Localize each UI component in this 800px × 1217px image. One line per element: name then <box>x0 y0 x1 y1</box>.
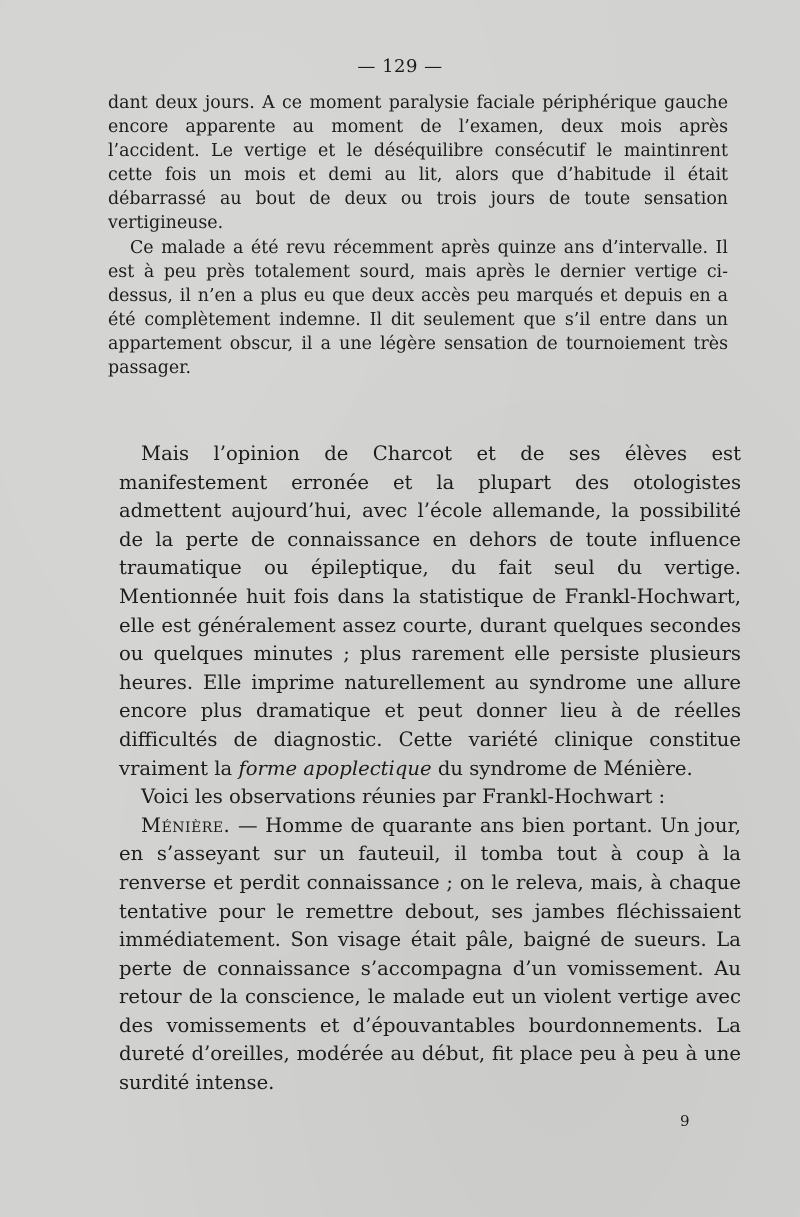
main-paragraph-2: Voici les observations réunies par Frankl-Hochwart : <box>141 785 666 809</box>
main-text-block <box>119 440 741 1098</box>
main-paragraph-1 <box>119 440 741 783</box>
main-paragraph-1-italic: forme apoplectique <box>238 756 432 780</box>
case-continuation-block <box>108 91 728 380</box>
signature-mark: 9 <box>680 1112 690 1130</box>
page-number: — 129 — <box>357 56 443 77</box>
observation-label: Ménière. <box>141 813 231 837</box>
observation-text: — Homme de quarante ans bien portant. Un jour, en s’asseyant sur un fauteuil, il tomba tout à coup à la renverse et perdit connaissance ; on le releva, mais, à chaque tentative pour le remettre debout, ses jambes fléchissaient immédiatement. Son visage était pâle, baigné de sueurs. La perte de connaissance s’accompagna d’un vomissement. Au retour de la conscience, le malade eut un violent vertige avec des vomissements et d’épouvantables bourdonnements. La dureté d’oreilles, modérée au début, fit place peu à peu à une surdité intense. <box>119 813 741 1095</box>
main-paragraph-1-text-b: du syndrome de Ménière. <box>431 756 693 780</box>
main-paragraph-1-text-a: Mais l’opinion de Charcot et de ses élèves est manifestement erronée et la plupart des otologistes admettent aujourd’hui, avec l’école allemande, la possibilité de la perte de connaissance en dehors de toute influence traumatique ou épileptique, du fait seul du vertige. Mentionnée huit fois dans la statistique de Frankl-Hochwart, elle est généralement assez courte, durant quelques secondes ou quelques minutes ; plus rarement elle persiste plusieurs heures. Elle imprime naturellement au syndrome une allure encore plus dramatique et peut donner lieu à de réelles difficultés de diagnostic. Cette variété clinique constitue vraiment la <box>119 442 741 780</box>
case-paragraph-2: Ce malade a été revu récemment après quinze ans d’intervalle. Il est à peu près totalement sourd, mais après le dernier vertige ci-dessus, il n’en a plus eu que deux accès peu marqués et depuis en a été complètement indemne. Il dit seulement que s’il entre dans un appartement obscur, il a une légère sensation de tournoiement très passager. <box>108 237 728 379</box>
case-paragraph-1: dant deux jours. A ce moment paralysie faciale périphérique gauche encore apparente au moment de l’examen, deux mois après l’accident. Le vertige et le déséquilibre consécutif le maintinrent cette fois un mois et demi au lit, alors que d’habitude il était débarrassé au bout de deux ou trois jours de toute sensation vertigineuse. <box>108 93 728 234</box>
main-paragraph-3 <box>119 812 741 1098</box>
